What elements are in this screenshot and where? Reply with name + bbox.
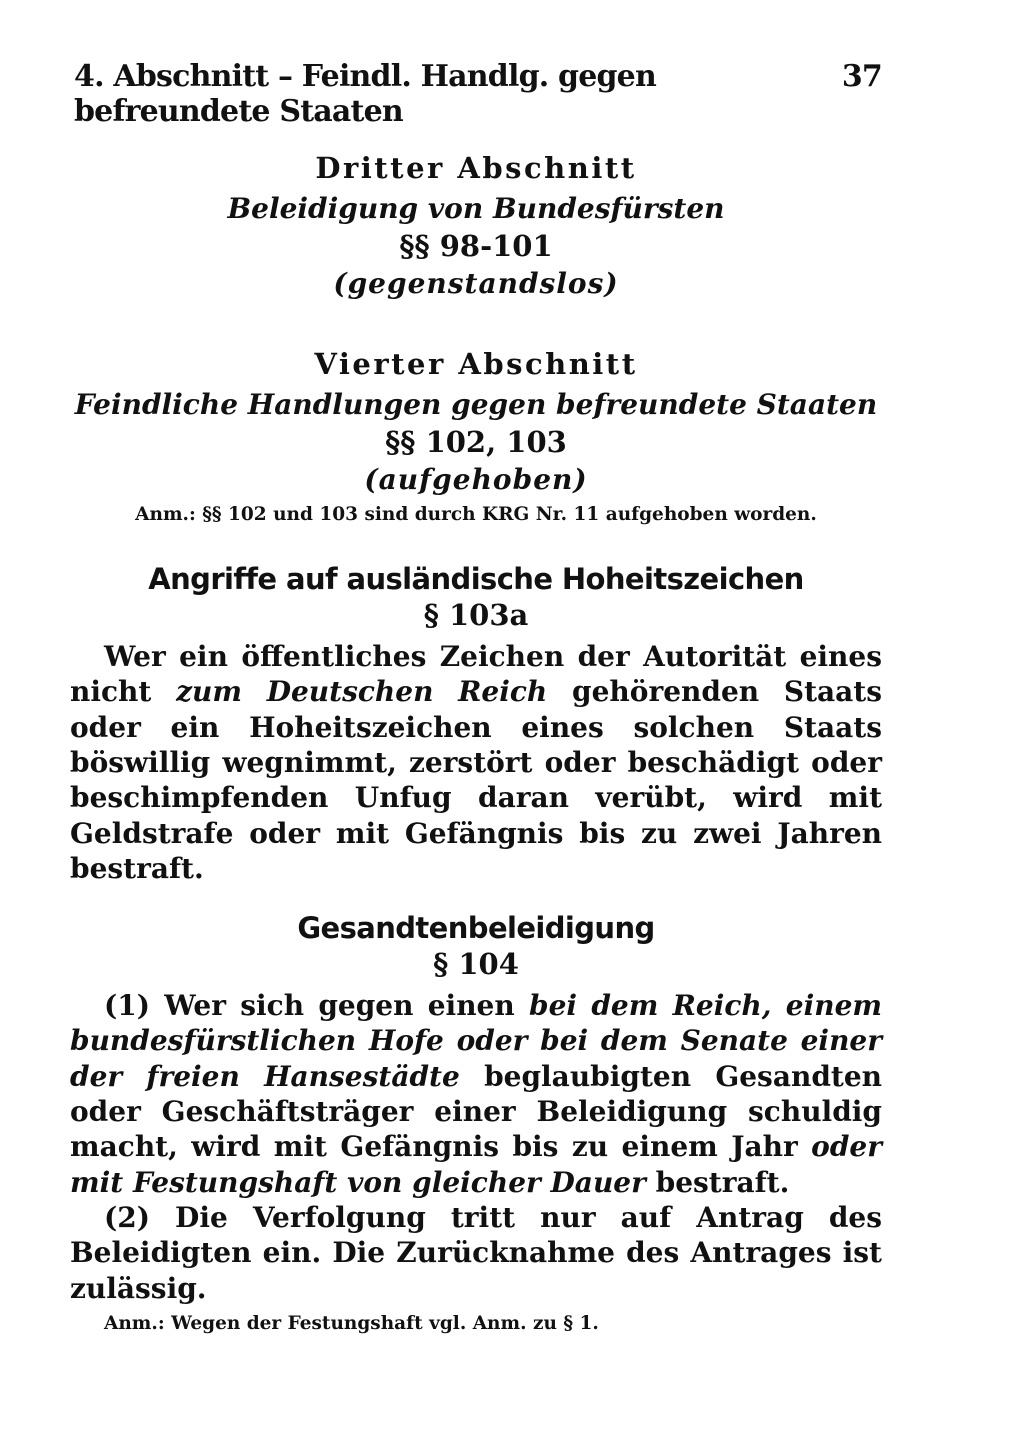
para-103a-text-part1: Wer ein öffentliches Zeichen der Autorität eines nicht	[70, 640, 882, 709]
para-104-abs1-italic1: bei dem Reich, einem bundesfürstlichen Hofe oder bei dem Senate einer der freien Hansestädte	[70, 989, 883, 1093]
para-104-abs1-italic2: oder mit Festungshaft von gleicher Dauer	[70, 1130, 882, 1199]
para-103a-text	[70, 639, 882, 886]
section-3-subtitle: Beleidigung von Bundesfürsten	[227, 191, 725, 225]
para-104-note: Anm.: Wegen der Festungshaft vgl. Anm. zu § 1.	[104, 1312, 599, 1334]
para-103a-heading: Angriffe auf ausländische Hoheitszeichen	[148, 562, 804, 597]
para-104-heading: Gesandtenbeleidigung	[297, 911, 655, 946]
para-104-abs2: (2) Die Verfolgung tritt nur auf Antrag des Beleidigten ein. Die Zurücknahme des Antrages ist zulässig.	[70, 1200, 882, 1305]
running-head-title: 4. Abschnitt – Feindl. Handlg. gegen befreundete Staaten	[74, 59, 656, 129]
running-head	[74, 60, 882, 129]
para-103a-text-part2: gehörenden Staats oder ein Hoheitszeichen eines solchen Staats böswillig wegnimmt, zerstört oder beschädigt oder beschimpfenden Unfug daran verübt, wird mit Geldstrafe oder mit Gefängnis bis zu zwei Jahren bestraft.	[70, 675, 882, 885]
para-104-abs1-part2: beglaubigten Gesandten oder Geschäftsträger einer Beleidigung schuldig macht, wird mit Gefängnis bis zu einem Jahr	[70, 1059, 883, 1164]
section-4-note: Anm.: §§ 102 und 103 sind durch KRG Nr. 11 aufgehoben worden.	[135, 504, 817, 526]
para-104-abs1-part1: (1) Wer sich gegen einen	[104, 989, 515, 1023]
section-4-status: (aufgehoben)	[364, 463, 588, 497]
para-104-abs1	[70, 988, 882, 1200]
para-104-abs1-part3: bestraft.	[655, 1165, 790, 1199]
section-3-paragraphs: §§ 98-101	[399, 228, 553, 263]
page-number: 37	[841, 59, 882, 94]
para-104-number: § 104	[433, 947, 519, 982]
section-4-subtitle: Feindliche Handlungen gegen befreundete Staaten	[74, 387, 878, 421]
section-4-paragraphs: §§ 102, 103	[385, 424, 567, 459]
para-103a-text-italic1: zum Deutschen Reich	[176, 675, 548, 709]
para-103a-number: § 103a	[423, 598, 529, 633]
section-3-title: Dritter Abschnitt	[315, 151, 637, 185]
section-3-status: (gegenstandslos)	[333, 267, 619, 301]
section-4-title: Vierter Abschnitt	[314, 347, 638, 382]
book-page	[70, 60, 882, 1336]
